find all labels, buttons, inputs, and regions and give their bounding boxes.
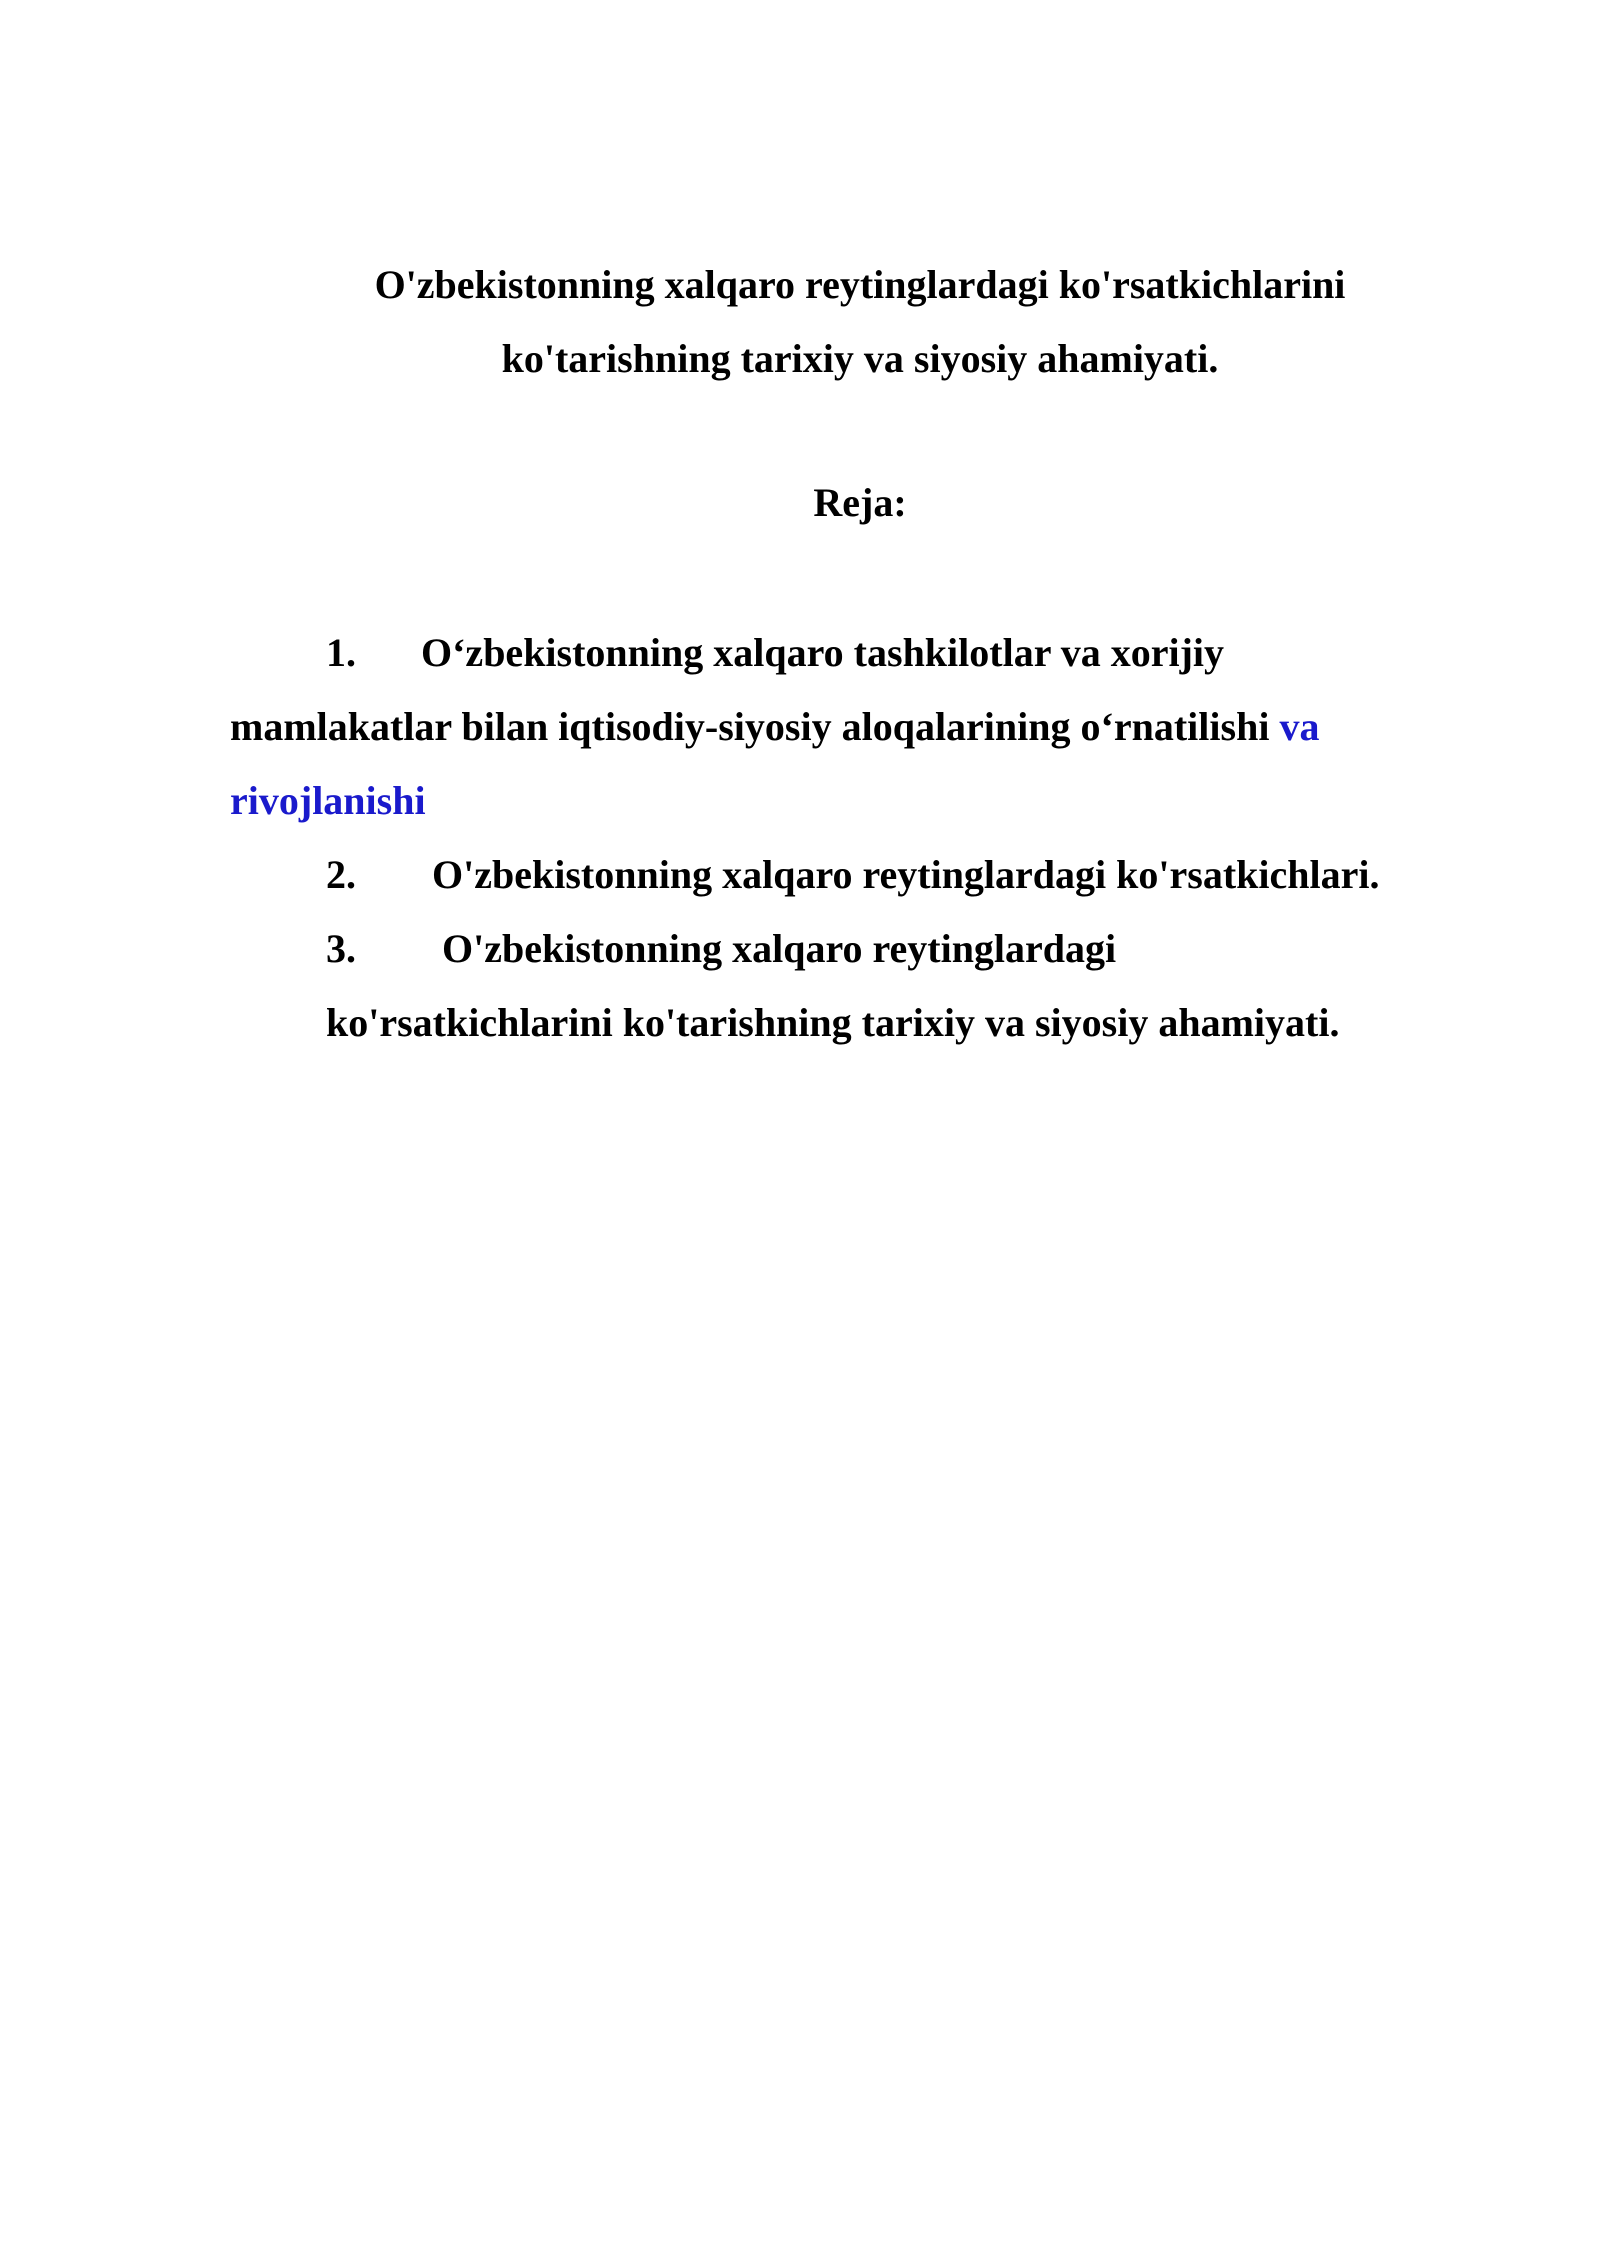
plan-item-2-text: O'zbekistonning xalqaro reytinglardagi ko'rsatkichlari. — [432, 852, 1380, 897]
plan-item-3-line-1 — [230, 912, 1490, 986]
plan-item-1-highlight-rivojlanishi: rivojlanishi — [230, 778, 426, 823]
plan-item-1-line-2 — [230, 690, 1490, 764]
plan-item-3-text-2: ko'rsatkichlarini ko'tarishning tarixiy va siyosiy ahamiyati. — [326, 1000, 1340, 1045]
plan-item-2-number: 2. — [326, 852, 356, 897]
title-line-1: O'zbekistonning xalqaro reytinglardagi ko'rsatkichlarini — [374, 262, 1346, 307]
plan-heading: Reja: — [813, 480, 907, 525]
plan-item-1-continuation — [230, 690, 1319, 764]
plan-item-1-highlight-va: va — [1279, 704, 1320, 749]
plan-item-3-line-2 — [230, 986, 1490, 1060]
plan-item-2-line-1 — [230, 838, 1490, 912]
plan-item-1-number: 1. — [326, 630, 356, 675]
plan-item-1-line-3 — [230, 764, 1490, 838]
plan-list — [230, 616, 1490, 1060]
plan-item-1-text-2: mamlakatlar bilan iqtisodiy-siyosiy aloqalarining o‘rnatilishi — [230, 704, 1270, 749]
plan-item-1-text: O‘zbekistonning xalqaro tashkilotlar va xorijiy — [421, 630, 1225, 675]
plan-item-3-text: O'zbekistonning xalqaro reytinglardagi — [442, 926, 1117, 971]
plan-item-3-number: 3. — [326, 926, 356, 971]
document-title — [230, 248, 1490, 396]
title-line-2: ko'tarishning tarixiy va siyosiy ahamiyati. — [501, 336, 1219, 381]
plan-item-1-line-1 — [230, 616, 1490, 690]
